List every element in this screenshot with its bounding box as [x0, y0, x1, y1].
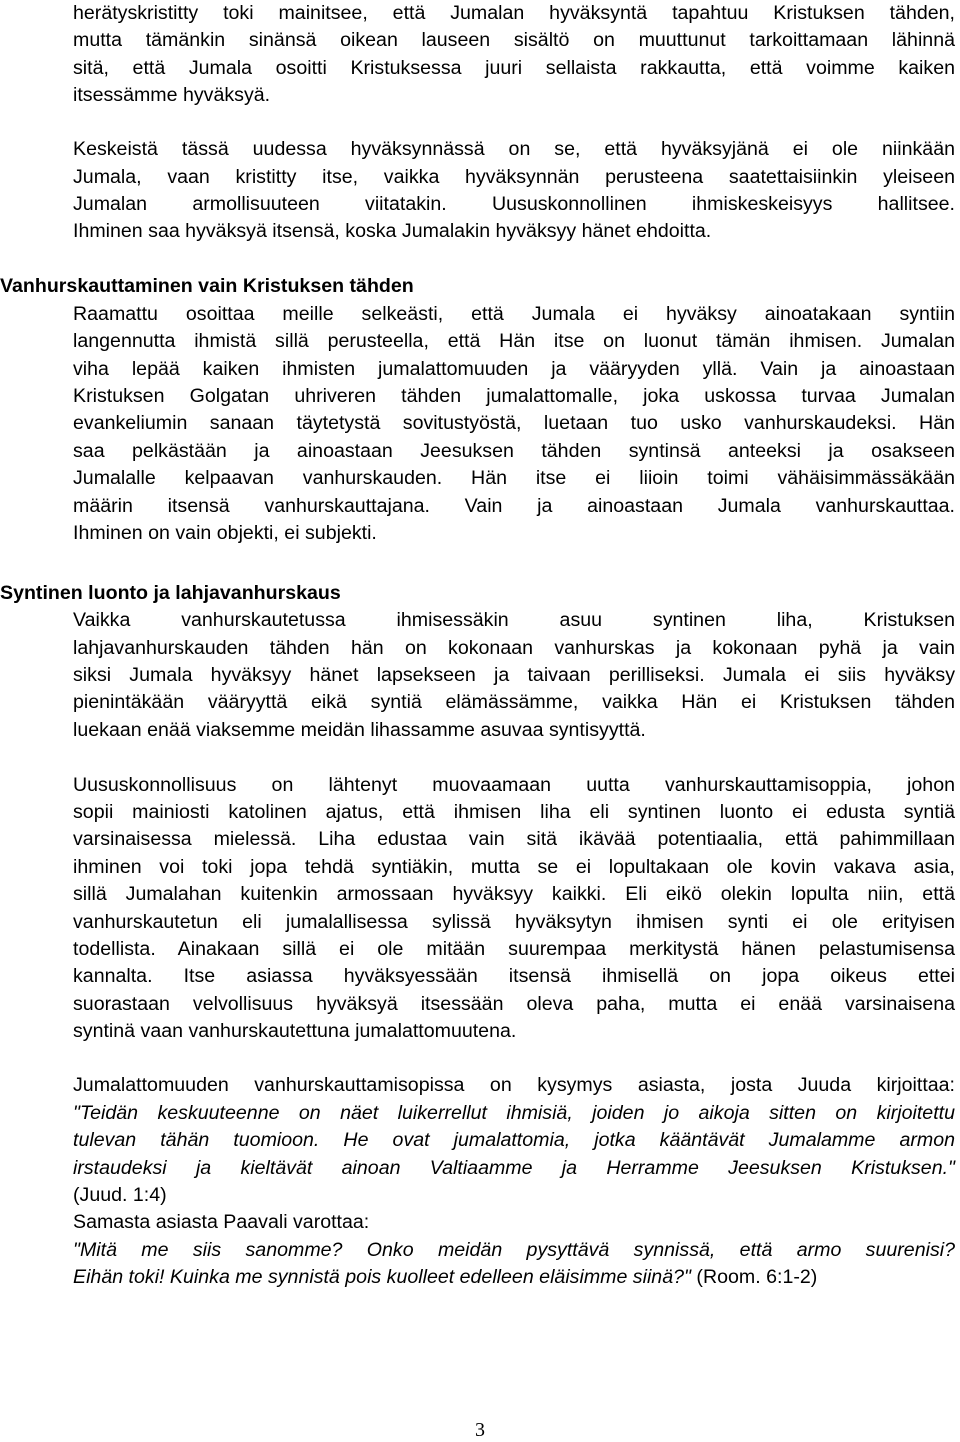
body-text-line: varsinaisessa mielessä. Liha edustaa vain sitä ikävää potentiaalia, että pahimmillaan	[73, 828, 955, 850]
body-text-line: sopii mainiosti katolinen ajatus, että ihmisen liha eli syntinen luonto ei edusta syntiä	[73, 801, 955, 823]
body-text-line: ihminen voi toki jopa tehdä syntiäkin, mutta se ei lopultakaan ole kovin vakava asia,	[73, 856, 955, 878]
body-text-line: kannalta. Itse asiassa hyväksyessään itsensä ihmisellä on jopa oikeus ettei	[73, 965, 955, 987]
scripture-reference: (Juud. 1:4)	[73, 1184, 167, 1206]
body-text-line: Keskeistä tässä uudessa hyväksynnässä on se, että hyväksyjänä ei ole niinkään	[73, 138, 955, 160]
body-text-line: Kristuksen Golgatan uhriveren tähden jumalattomalle, joka uskossa turvaa Jumalan	[73, 385, 955, 407]
quote-line: "Teidän keskuuteenne on näet luikerrellut ihmisiä, joiden jo aikoja sitten on kirjoitettu	[73, 1102, 955, 1124]
body-text-line: evankeliumin sanaan täytetystä sovitustyöstä, luetaan tuo usko vanhurskaudeksi. Hän	[73, 412, 955, 434]
body-text-line: Raamattu osoittaa meille selkeästi, että Jumala ei hyväksy ainoatakaan syntiin	[73, 303, 955, 325]
body-text-line: siksi Jumala hyväksyy hänet lapsekseen ja taivaan perilliseksi. Jumala ei siis hyväksy	[73, 664, 955, 686]
body-text-line: lahjavanhurskauden tähden hän on kokonaan vanhurskas ja kokonaan pyhä ja vain	[73, 637, 955, 659]
body-text-line: syntinä vaan vanhurskautettuna jumalattomuutena.	[73, 1020, 517, 1042]
quote-line: tulevan tähän tuomioon. He ovat jumalattomia, jotka kääntävät Jumalamme armon	[73, 1129, 955, 1151]
body-text-line: suorastaan velvollisuus hyväksyä itsessään oleva paha, mutta ei enää varsinaisena	[73, 993, 955, 1015]
body-text-line: luekaan enää viaksemme meidän lihassamme asuvaa syntisyyttä.	[73, 719, 646, 741]
body-text-line: mutta tämänkin sinänsä oikean lauseen sisältö on muuttunut tarkoittamaan lähinnä	[73, 29, 955, 51]
quote-line: "Mitä me siis sanomme? Onko meidän pysyttävä synnissä, että armo suurenisi?	[73, 1239, 955, 1261]
body-text-line: sitä, että Jumala osoitti Kristuksessa juuri sellaista rakkautta, että voimme kaiken	[73, 57, 955, 79]
section-heading: Syntinen luonto ja lahjavanhurskaus	[0, 582, 341, 604]
body-text-line: Samasta asiasta Paavali varottaa:	[73, 1211, 370, 1233]
body-text-line: Vaikka vanhurskautetussa ihmisessäkin asuu syntinen liha, Kristuksen	[73, 609, 955, 631]
section-heading: Vanhurskauttaminen vain Kristuksen tähden	[0, 275, 414, 297]
body-text-line: määrin itsensä vanhurskauttajana. Vain ja ainoastaan Jumala vanhurskauttaa.	[73, 495, 955, 517]
scripture-reference: (Room. 6:1-2)	[696, 1266, 818, 1288]
body-text-line: herätyskristitty toki mainitsee, että Jumalan hyväksyntä tapahtuu Kristuksen tähden,	[73, 2, 955, 24]
body-text-line: viha lepää kaiken ihmisten jumalattomuuden ja vääryyden yllä. Vain ja ainoastaan	[73, 358, 955, 380]
body-text-line: pienintäkään vääryyttä eikä syntiä elämässämme, vaikka Hän ei Kristuksen tähden	[73, 691, 955, 713]
body-text-line: vanhurskautetun eli jumalallisessa sylissä hyväksytyn ihmisen synti ei ole erityisen	[73, 911, 955, 933]
body-text-line: Jumalan armollisuuteen viitatakin. Uususkonnollinen ihmiskeskeisyys hallitsee.	[73, 193, 955, 215]
body-text-line: todellista. Ainakaan sillä ei ole mitään suurempaa merkitystä hänen pelastumisensa	[73, 938, 955, 960]
body-text-line: Ihminen saa hyväksyä itsensä, koska Jumalakin hyväksyy hänet ehdoitta.	[73, 220, 712, 242]
body-text-line: saa pelkästään ja ainoastaan Jeesuksen tähden syntinsä anteeksi ja osakseen	[73, 440, 955, 462]
quote-line-with-reference	[73, 1264, 955, 1291]
body-text-line: Jumalattomuuden vanhurskauttamisopissa on kysymys asiasta, josta Juuda kirjoittaa:	[73, 1074, 955, 1096]
page-number: 3	[475, 1419, 485, 1441]
quote-line: irstaudeksi ja kieltävät ainoan Valtiaamme ja Herramme Jeesuksen Kristuksen."	[73, 1157, 955, 1179]
body-text-line: Jumalalle kelpaavan vanhurskauden. Hän itse ei liioin toimi vähäisimmässäkään	[73, 467, 955, 489]
body-text-line: sillä Jumalahan kuitenkin armossaan hyväksyy kaikki. Eli eikö olekin lopulta niin, että	[73, 883, 955, 905]
body-text-line: Uususkonnollisuus on lähtenyt muovaamaan uutta vanhurskauttamisoppia, johon	[73, 774, 955, 796]
body-text-line: Jumala, vaan kristitty itse, vaikka hyväksynnän perusteena saatettaisiinkin yleiseen	[73, 166, 955, 188]
body-text-line: langennutta ihmistä sillä perusteella, että Hän itse on luonut tämän ihmisen. Jumalan	[73, 330, 955, 352]
quote-text: Eihän toki! Kuinka me synnistä pois kuolleet edelleen eläisimme siinä?"	[73, 1266, 691, 1288]
body-text-line: Ihminen on vain objekti, ei subjekti.	[73, 522, 377, 544]
body-text-line: itsessämme hyväksyä.	[73, 84, 271, 106]
